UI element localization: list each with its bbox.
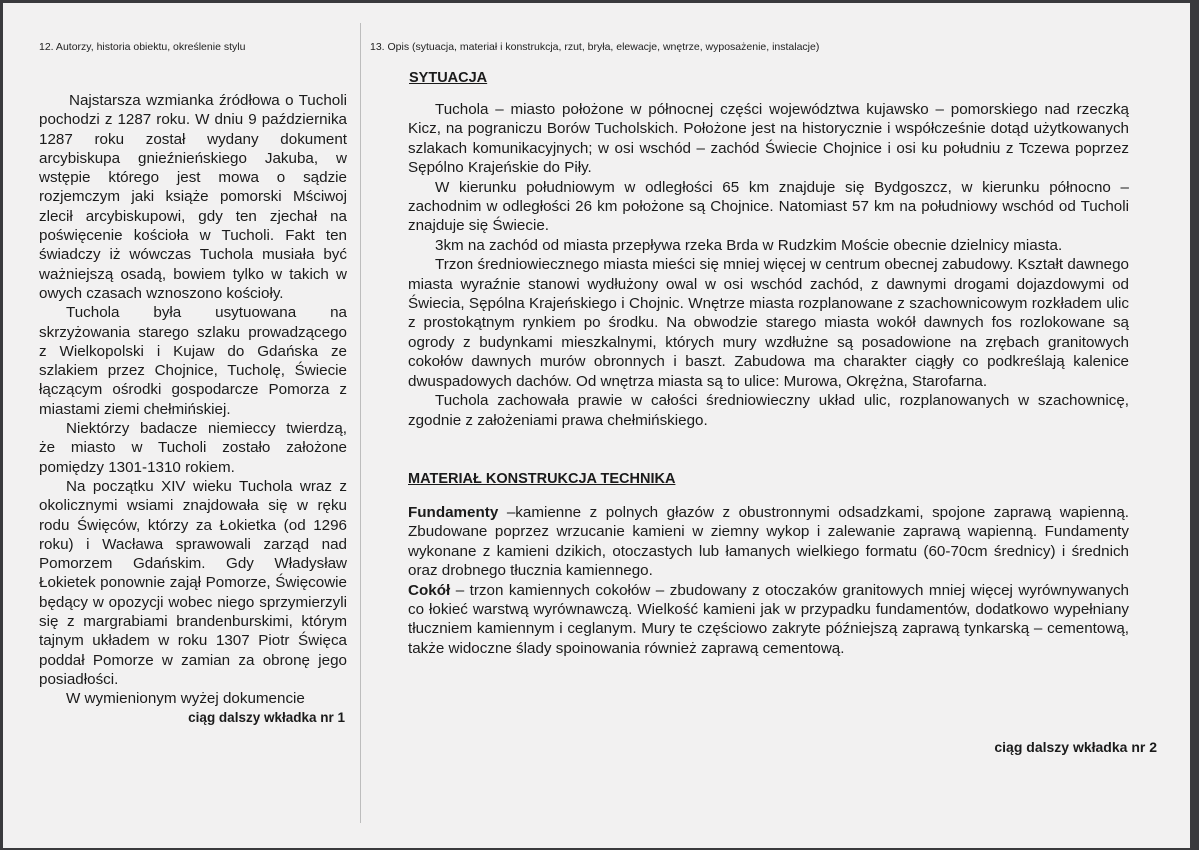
history-paragraph: Najstarsza wzmianka źródłowa o Tucholi pochodzi z 1287 roku. W dniu 9 października 1287 roku został wydany dokument arcybiskupa gnieźnieńskiego Jakuba, w wstępie którego jest mowa o sądzie rozjemczym jaki książe pomorski Mściwoj zlecił arcybiskupowi, gdy ten zjechał na poświęcenie kościoła w Tucholi. Fakt ten świadczy iż wówczas Tuchola musiała być ważniejszą osadą, bowiem tylko w takich w owych czasach wznoszono kościoły. [39,92,347,302]
history-column [39,40,347,725]
description-column [370,40,1170,657]
fundamenty-term: Fundamenty [408,503,499,521]
cokol-term: Cokół [408,581,451,599]
history-paragraph: Niektórzy badacze niemieccy twierdzą, że miasto w Tucholi zostało założone pomiędzy 1301-1310 rokiem. [39,420,347,476]
field-12-label: 12. Autorzy, historia obiektu, określenie stylu [39,41,246,53]
sytuacja-paragraph: Tuchola – miasto położone w północnej części województwa kujawsko – pomorskiego nad rzeczką Kicz, na pograniczu Borów Tucholskich. Położone jest na historycznie i współcześnie dotąd użytkowanych szlakach komunikacyjnych; w osi wschód – zachód Świecie Chojnice i osi ku południu z Tczewa poprzez Sępólno Krajeńskie do Piły. [408,101,1129,177]
history-text [39,91,347,709]
column-divider [360,23,361,823]
document-page [3,3,1190,848]
sytuacja-text [408,100,1129,430]
field-13-label: 13. Opis (sytuacja, materiał i konstrukcja, rzut, bryła, elewacje, wnętrze, wyposażenie, instalacje) [370,41,820,53]
sytuacja-heading: SYTUACJA [409,70,488,86]
fundamenty-paragraph [408,503,1129,581]
sytuacja-paragraph: 3km na zachód od miasta przepływa rzeka Brda w Rudzkim Moście obecnie dzielnicy miasta. [435,236,1063,254]
cokol-text: – trzon kamiennych cokołów – zbudowany z otoczaków granitowych mniej więcej wyrównywanych co łokieć warstwą wyrównawczą. Wielkość kamieni jak w przypadku fundamentów, dodatkowo wypełniany tłuczniem kamiennym i ceglanym. Mury te częściowo zakryte późniejszą zaprawą tynkarską – cementową, także widoczne ślady spoinowania również zaprawą cementową. [408,581,1129,657]
sytuacja-paragraph: W kierunku południowym w odległości 65 km znajduje się Bydgoszcz, w kierunku północno – zachodnim w odległości 26 km położone są Chojnice. Natomiast 57 km na południowy wschód od Tucholi znajduje się Świecie. [408,178,1129,235]
sytuacja-paragraph: Tuchola zachowała prawie w całości średniowieczny układ ulic, rozplanowanych w szachownicę, zgodnie z założeniami prawa chełmińskiego. [408,392,1129,429]
material-heading: MATERIAŁ KONSTRUKCJA TECHNIKA [408,470,676,487]
cokol-paragraph [408,581,1129,659]
sytuacja-paragraph: Trzon średniowiecznego miasta mieści się mniej więcej w centrum obecnej zabudowy. Kształt dawnego miasta wyraźnie stanowi wydłużony owal w osi wschód zachód, z dawnymi drogami dojazdowymi od Świecia, Sępólna Krajeńskiego i Chojnic. Wnętrze miasta rozplanowane z szachownicowym rozkładem ulic z prostokątnym rynkiem po środku. Na obwodzie starego miasta wokół dawnych fos rozlokowane są ogrody z budynkami mieszkalnymi, których mury wzdłużne są posadowione na zrębach granitowych cokołów dawnych murów obronnych i baszt. Zabudowa ma charakter ciągły co podkreślają kalenice dwuspadowych dachów. Od wnętrza miasta są to ulice: Murowa, Okrężna, Starofarna. [408,256,1129,390]
history-paragraph: Tuchola była usytuowana na skrzyżowania starego szlaku prowadzącego z Wielkopolski i Kujaw do Gdańska ze szlakiem przez Chojnice, Tucholę, Świecie łączącym ośrodki gospodarcze Pomorza z miastami ziemi chełmińskiej. [39,304,347,418]
material-text [408,503,1129,658]
history-paragraph: Na początku XIV wieku Tuchola wraz z okolicznymi wsiami znajdowała się w ręku rodu Święców, którzy za Łokietka (od 1296 roku) i Wacława sprawowali zarząd nad Pomorzem Gdańskim. Gdy Władysław Łokietek ponownie zajął Pomorze, Święcowie będący w opozycji wobec niego sprzymierzyli się z margrabiami brandenburskimi, którym tajnym układem w roku 1307 Piotr Święca poddał Pomorze w zamian za obronę jego posiadłości. [39,477,347,688]
history-paragraph: W wymienionym wyżej dokumencie [66,690,305,708]
continuation-note-right: ciąg dalszy wkładka nr 2 [994,739,1157,755]
continuation-note-left: ciąg dalszy wkładka nr 1 [188,709,345,725]
fundamenty-text: –kamienne z polnych głazów z obustronnymi odsadzkami, spojone zaprawą wapienną. Zbudowane poprzez wrzucanie kamieni w ziemny wykop i zalewanie zaprawą wapienną. Fundamenty wykonane z kamieni dzikich, otoczastych lub łamanych wielkiego formatu (60-70cm średnicy) i średnich oraz drobnego tłucznia kamiennego. [408,503,1129,580]
description-body [408,70,1129,658]
